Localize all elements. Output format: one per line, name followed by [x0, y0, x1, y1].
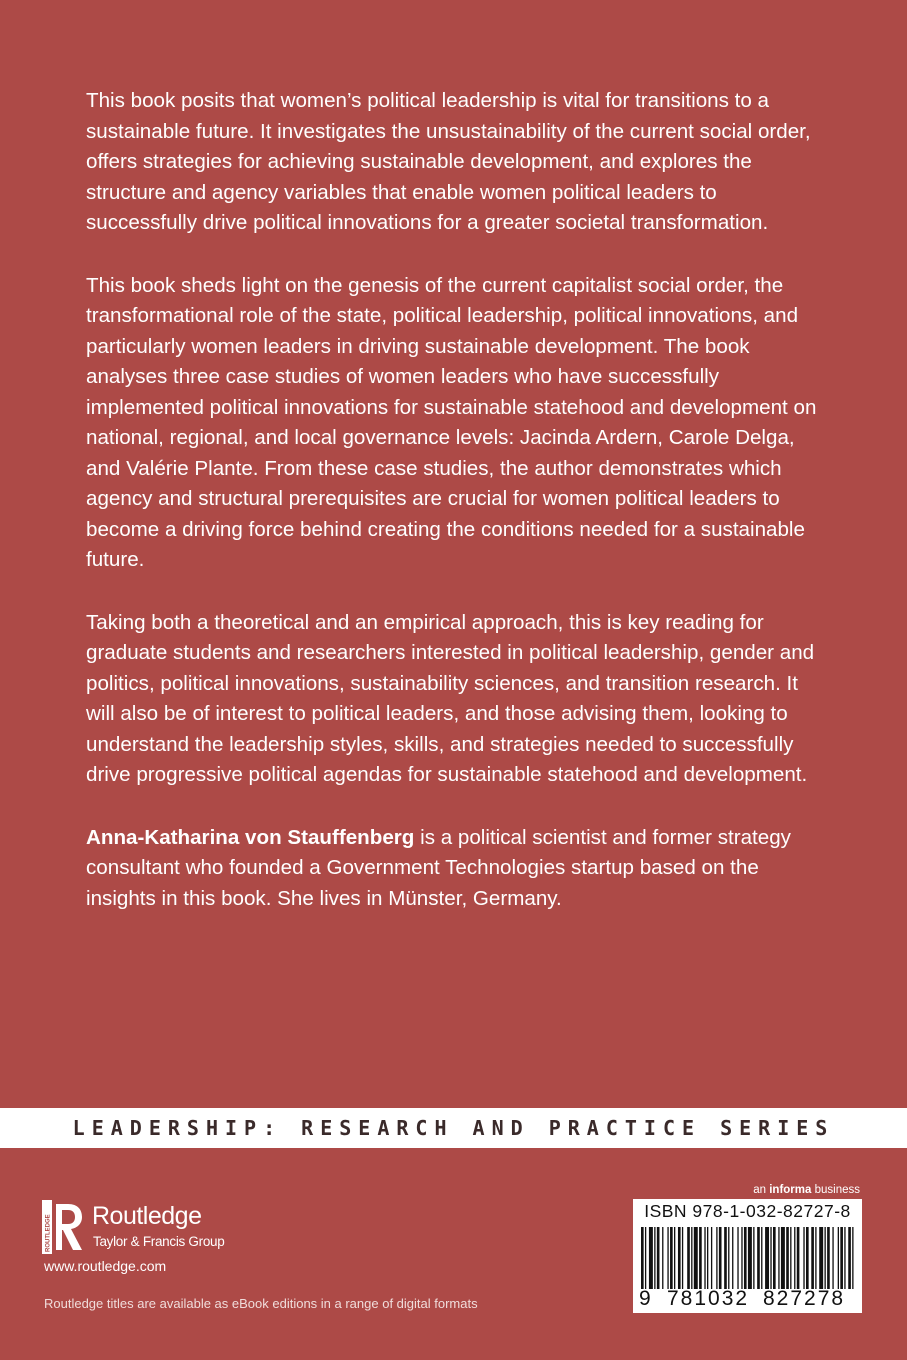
barcode-bar	[790, 1227, 791, 1289]
barcode-bar	[670, 1227, 673, 1289]
barcode-bar	[645, 1227, 646, 1289]
barcode-bar	[699, 1227, 702, 1289]
publisher-group: Taylor & Francis Group	[93, 1234, 225, 1249]
barcode-bar	[761, 1227, 762, 1289]
informa-suffix: business	[811, 1184, 860, 1196]
isbn-digit-first: 9	[639, 1287, 651, 1310]
barcode-bar	[765, 1227, 769, 1289]
barcode-bar	[711, 1227, 712, 1289]
barcode-bar	[728, 1227, 729, 1289]
barcode-bar	[840, 1227, 843, 1289]
barcode-bar	[741, 1227, 742, 1289]
blurb-paragraph-2: This book sheds light on the genesis of the current capitalist social order, the transformational role of the state, political leadership, political innovations, and particularly women leaders in driving sustainable development. The book analyses three case studies of women leaders who have successfully implemented political innovations for sustainable statehood and development on national, regional, and local governance levels: Jacinda Ardern, Carole Delga, and Valérie Plante. From these case studies, the author demonstrates which agency and structural prerequisites are crucial for women political leaders to become a driving force behind creating the conditions needed for a sustainable future.	[86, 273, 817, 571]
barcode-bar	[797, 1227, 800, 1289]
barcode-bar	[694, 1227, 698, 1289]
barcode-bar	[641, 1227, 644, 1289]
barcode-bar	[724, 1227, 727, 1289]
informa-note	[753, 1184, 860, 1196]
barcode-bar	[832, 1227, 833, 1289]
barcode-bar	[753, 1227, 754, 1289]
ebook-note: Routledge titles are available as eBook editions in a range of digital formats	[44, 1296, 478, 1311]
back-cover-blurb	[86, 86, 826, 946]
isbn-barcode	[633, 1199, 862, 1313]
blurb-paragraph-1: This book posits that women’s political leadership is vital for transitions to a sustainable future. It investigates the unsustainability of the current social order, offers strategies for achieving sustainable development, and explores the structure and agency variables that enable women political leaders to successfully drive political innovations for a greater societal transformation.	[86, 89, 811, 234]
barcode-bar	[704, 1227, 705, 1289]
barcode-bar	[662, 1227, 663, 1289]
publisher-logo	[42, 1200, 242, 1260]
barcode-bar	[737, 1227, 738, 1289]
barcode-bar	[824, 1227, 825, 1289]
barcode-bar	[773, 1227, 776, 1289]
series-band	[0, 1108, 907, 1148]
barcode-bar	[687, 1227, 690, 1289]
publisher-website: www.routledge.com	[44, 1258, 167, 1274]
barcode-bar	[852, 1227, 853, 1289]
barcode-bar	[649, 1227, 653, 1289]
barcode-bar	[657, 1227, 660, 1289]
routledge-logo-icon	[42, 1200, 84, 1254]
blurb-paragraph-3: Taking both a theoretical and an empirical approach, this is key reading for graduate students and researchers interested in political leadership, gender and politics, political innovations, sustainability sciences, and transition research. It will also be of interest to political leaders, and those advising them, looking to understand the leadership styles, skills, and strategies needed to successfully drive progressive political agendas for sustainable statehood and development.	[86, 610, 815, 786]
barcode-bar	[827, 1227, 830, 1289]
barcode-bar	[806, 1227, 809, 1289]
barcode-bar	[732, 1227, 733, 1289]
barcode-bar	[757, 1227, 760, 1289]
barcode-bar	[707, 1227, 708, 1289]
barcode-bar	[719, 1227, 722, 1289]
barcode-bar	[786, 1227, 789, 1289]
barcode-bar	[770, 1227, 771, 1289]
barcode-bar	[744, 1227, 747, 1289]
barcode-bar	[815, 1227, 816, 1289]
barcode-bar	[678, 1227, 681, 1289]
barcode-bar	[716, 1227, 717, 1289]
isbn-label: ISBN 978-1-032-82727-8	[644, 1201, 851, 1221]
publisher-name: Routledge	[92, 1202, 202, 1230]
barcode-bar	[781, 1227, 785, 1289]
series-label: LEADERSHIP: RESEARCH AND PRACTICE SERIES	[72, 1116, 835, 1140]
barcode-bar	[803, 1227, 804, 1289]
barcode-bar	[667, 1227, 668, 1289]
author-bio	[86, 823, 826, 915]
barcode-bar	[674, 1227, 675, 1289]
barcode-bar	[794, 1227, 795, 1289]
barcode-bar	[819, 1227, 823, 1289]
barcode-bar	[844, 1227, 845, 1289]
barcode-bar	[654, 1227, 655, 1289]
barcode-bar	[811, 1227, 814, 1289]
barcode-bar	[682, 1227, 683, 1289]
author-name: Anna-Katharina von Stauffenberg	[86, 825, 415, 849]
author-bio-text: is a political scientist and former strategy consultant who founded a Government Technologies startup based on the insights in this book. She lives in Münster, Germany.	[86, 825, 791, 910]
informa-prefix: an	[753, 1184, 770, 1196]
isbn-digit-group-1: 781032	[667, 1287, 750, 1310]
barcode-bar	[778, 1227, 779, 1289]
barcode-bar	[691, 1227, 692, 1289]
barcode-bars	[641, 1227, 856, 1289]
routledge-vertical-mark: ROUTLEDGE	[45, 1214, 52, 1252]
informa-brand: informa	[769, 1184, 812, 1196]
barcode-bar	[748, 1227, 752, 1289]
barcode-bar	[848, 1227, 851, 1289]
isbn-digits	[633, 1287, 862, 1311]
barcode-bar	[838, 1227, 839, 1289]
isbn-digit-group-2: 827278	[763, 1287, 846, 1310]
